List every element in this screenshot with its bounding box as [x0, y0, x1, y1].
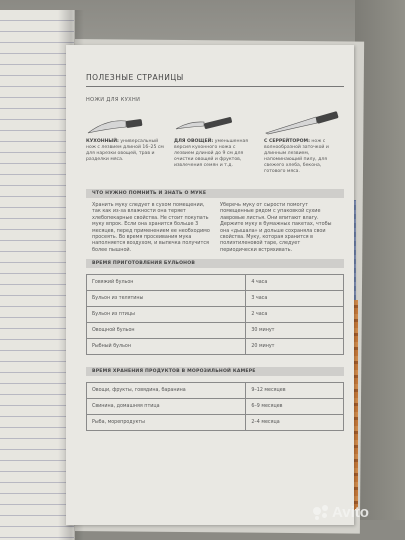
flour-section — [86, 189, 344, 259]
table-cell: 3 часа — [246, 291, 344, 307]
knife-desc: нож с волнообразной заточкой и длинным лезвием, напоминающий пилу, для свежего хлеба, бекона, готового мяса. — [264, 139, 329, 175]
table-row — [87, 275, 344, 291]
table-row — [87, 291, 344, 307]
freezer-table — [86, 382, 344, 431]
table-row — [87, 339, 344, 355]
table-row — [87, 383, 344, 399]
knife-name: ДЛЯ ОВОЩЕЙ: — [174, 139, 214, 144]
table-cell: Говяжий бульон — [87, 275, 246, 291]
bread-knife-icon — [264, 111, 342, 137]
knives-title: НОЖИ ДЛЯ КУХНИ — [86, 97, 141, 103]
knife-name: С СЕРРЕЙТОРОМ: — [264, 139, 310, 144]
knife-label-serrated — [264, 139, 344, 176]
table-row — [87, 307, 344, 323]
knife-name: КУХОННЫЙ: — [86, 139, 119, 144]
page-title: ПОЛЕЗНЫЕ СТРАНИЦЫ — [86, 73, 344, 87]
knife-desc: универсальный нож с лезвием длиной 16–25 см для нарезки овощей, трав и разделки мяса. — [86, 139, 164, 163]
table-cell: Бульон из телятины — [87, 291, 246, 307]
table-cell: 4 часа — [246, 275, 344, 291]
table-cell: Рыбный бульон — [87, 339, 246, 355]
knives-illustration — [86, 109, 344, 189]
avito-logo-icon — [313, 505, 329, 521]
spacer — [86, 355, 344, 367]
table-cell: Бульон из птицы — [87, 307, 246, 323]
avito-watermark — [313, 504, 369, 521]
table-row — [87, 399, 344, 415]
knife-label-chef — [86, 139, 164, 163]
freezer-section — [86, 367, 344, 431]
table-cell: 6–9 месяцев — [246, 399, 344, 415]
page-content — [86, 73, 344, 431]
flour-text-left: Хранить муку следует в сухом помещении, так как из-за влажности она теряет хлебопекарные свойства. Не стоит покупать муку впрок. Если она хранится больше 3 месяцев, перед применением ее необходимо просеять. Во время просеивания мука наполняется воздухом, и выпечка получится более пышной. — [92, 202, 210, 253]
broth-heading: ВРЕМЯ ПРИГОТОВЛЕНИЯ БУЛЬОНОВ — [86, 259, 344, 268]
chef-knife-icon — [86, 115, 144, 137]
freezer-heading: ВРЕМЯ ХРАНЕНИЯ ПРОДУКТОВ В МОРОЗИЛЬНОЙ КАМЕРЕ — [86, 367, 344, 376]
table-cell: Овощной бульон — [87, 323, 246, 339]
flour-text — [86, 198, 344, 259]
flour-text-right: Уберечь муку от сырости помогут помещенные рядом с упаковкой сухие лавровые листья. Они впитают влагу. Держите муку в бумажных пакетах, чтобы она «дышала» и дольше сохраняла свои свойства. Муку, которая хранится в полиэтиленовой таре, следует периодически встряхивать. — [220, 202, 332, 253]
table-cell: 20 минут — [246, 339, 344, 355]
table-cell: Свинина, домашняя птица — [87, 399, 246, 415]
broth-table — [86, 274, 344, 355]
paring-knife-icon — [174, 113, 236, 135]
table-cell: Овощи, фрукты, говядина, баранина — [87, 383, 246, 399]
table-cell: Рыба, морепродукты — [87, 415, 246, 431]
table-row — [87, 323, 344, 339]
table-cell: 30 минут — [246, 323, 344, 339]
knife-label-paring — [174, 139, 254, 169]
right-page — [66, 45, 354, 525]
watermark-text: Avito — [332, 504, 369, 521]
flour-heading: ЧТО НУЖНО ПОМНИТЬ И ЗНАТЬ О МУКЕ — [86, 189, 344, 198]
table-row — [87, 415, 344, 431]
broth-section — [86, 259, 344, 355]
knife-desc: уменьшенная версия кухонного ножа с лезвием длиной до 9 см для очистки овощей и фруктов, извлечения семян и т.д. — [174, 139, 249, 169]
table-cell: 9–12 месяцев — [246, 383, 344, 399]
table-cell: 2 часа — [246, 307, 344, 323]
table-cell: 2–4 месяца — [246, 415, 344, 431]
